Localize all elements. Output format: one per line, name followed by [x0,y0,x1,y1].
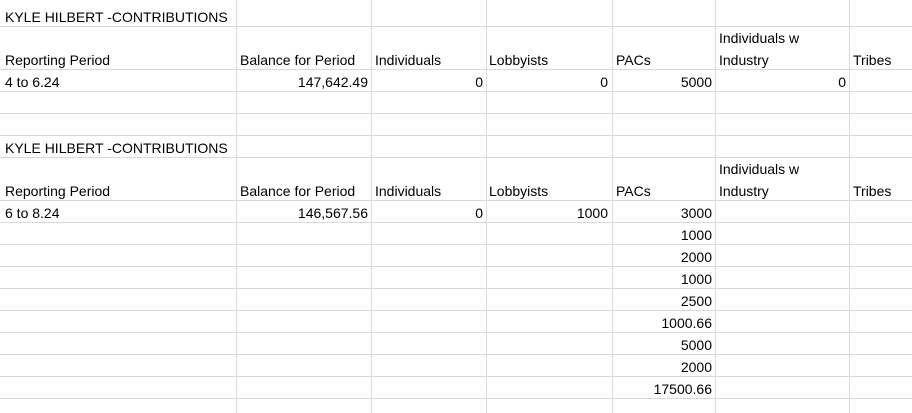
row-divider [0,332,912,333]
row-divider [0,113,912,114]
row-divider [0,26,912,27]
header-reporting-period[interactable]: Reporting Period [5,183,111,199]
header-individuals-industry-line2[interactable]: Industry [719,183,769,199]
header-pacs[interactable]: PACs [616,183,651,199]
header-lobbyists[interactable]: Lobbyists [489,52,549,68]
header-balance[interactable]: Balance for Period [240,183,356,199]
row-divider [0,200,912,201]
cell-lobbyists[interactable]: 1000 [576,205,608,221]
header-individuals[interactable]: Individuals [375,52,442,68]
header-individuals-industry-line1[interactable]: Individuals w [719,30,800,46]
cell-pacs[interactable]: 1000.66 [661,315,712,331]
header-lobbyists[interactable]: Lobbyists [489,183,549,199]
cell-pacs[interactable]: 2500 [680,293,712,309]
header-pacs[interactable]: PACs [616,52,651,68]
cell-pacs[interactable]: 5000 [680,337,712,353]
row-divider [0,354,912,355]
cell-reporting-period[interactable]: 6 to 8.24 [5,205,60,221]
row-divider [0,244,912,245]
cell-balance[interactable]: 147,642.49 [297,74,368,90]
cell-pacs[interactable]: 1000 [680,271,712,287]
header-individuals-industry-line2[interactable]: Industry [719,52,769,68]
section-title[interactable]: KYLE HILBERT -CONTRIBUTIONS [5,140,228,156]
row-divider [0,376,912,377]
cell-pacs[interactable]: 1000 [680,227,712,243]
row-divider [0,135,912,136]
row-divider [0,157,912,158]
cell-individuals[interactable]: 0 [475,74,483,90]
row-divider [0,398,912,399]
column-divider [715,0,716,413]
cell-pacs-total[interactable]: 17500.66 [653,381,712,397]
header-individuals[interactable]: Individuals [375,183,442,199]
cell-lobbyists[interactable]: 0 [600,74,608,90]
cell-pacs[interactable]: 2000 [680,249,712,265]
cell-individuals-industry[interactable]: 0 [838,74,846,90]
row-divider [0,310,912,311]
column-divider [849,0,850,413]
header-tribes[interactable]: Tribes [853,52,892,68]
cell-individuals[interactable]: 0 [475,205,483,221]
row-divider [0,288,912,289]
section-title[interactable]: KYLE HILBERT -CONTRIBUTIONS [5,9,228,25]
cell-pacs[interactable]: 3000 [680,205,712,221]
header-tribes[interactable]: Tribes [853,183,892,199]
header-individuals-industry-line1[interactable]: Individuals w [719,161,800,177]
row-divider [0,91,912,92]
cell-pacs[interactable]: 5000 [680,74,712,90]
cell-balance[interactable]: 146,567.56 [297,205,368,221]
header-reporting-period[interactable]: Reporting Period [5,52,111,68]
row-divider [0,266,912,267]
cell-reporting-period[interactable]: 4 to 6.24 [5,74,60,90]
row-divider [0,69,912,70]
header-balance[interactable]: Balance for Period [240,52,356,68]
cell-pacs[interactable]: 2000 [680,359,712,375]
row-divider [0,222,912,223]
